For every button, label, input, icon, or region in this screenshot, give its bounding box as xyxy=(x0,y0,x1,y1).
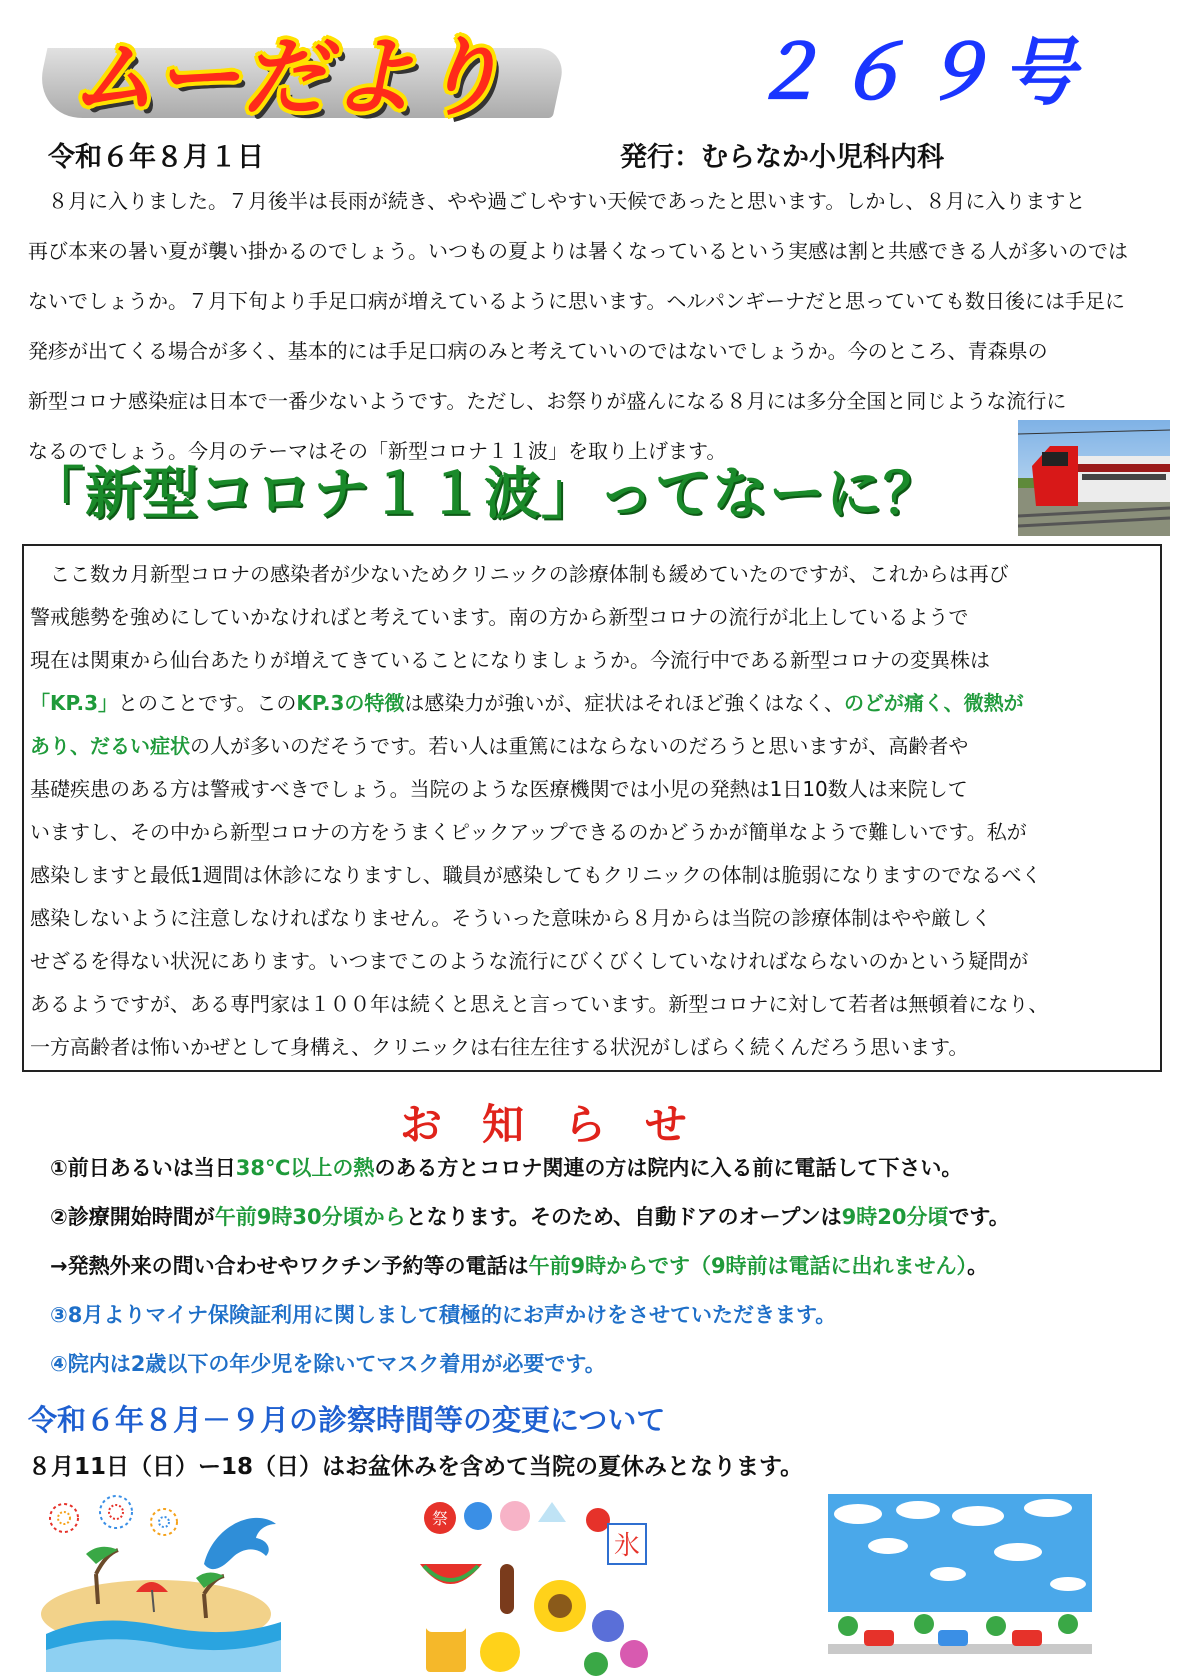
notice-text: です。 xyxy=(948,1205,1010,1229)
shaved-ice-sign: 氷 xyxy=(613,1531,641,1561)
schedule-title: 令和６年８月－９月の診察時間等の変更について xyxy=(28,1403,666,1437)
article-text: とのことです。この xyxy=(118,691,297,715)
article-line: ここ数カ月新型コロナの感染者が少ないためクリニックの診療体制も緩めていたのですが、これからは再び xyxy=(30,562,1009,586)
symptom-highlight: あり、だるい症状 xyxy=(30,734,190,758)
notices-list xyxy=(50,1148,1010,1393)
notices-title: お知らせ xyxy=(400,1100,727,1149)
schedule-text: ８月11日（日）ー18（日）はお盆休みを含めて当院の夏休みとなります。 xyxy=(28,1454,804,1480)
sunflower-icon xyxy=(534,1580,586,1632)
dolphin-icon xyxy=(204,1518,276,1569)
notice-text: ②診療開始時間が xyxy=(50,1205,215,1229)
notice-text: →発熱外来の問い合わせやワクチン予約等の電話は xyxy=(50,1254,529,1278)
festival-sign: 祭 xyxy=(431,1509,449,1528)
sky-road-cars-illustration xyxy=(828,1494,1092,1672)
article-line: 基礎疾患のある方は警戒すべきでしょう。当院のような医療機関では小児の発熱は1日10数人は来院して xyxy=(30,777,968,801)
notice-item: ④院内は2歳以下の年少児を除いてマスク着用が必要です。 xyxy=(50,1352,606,1376)
issue-number: ２６９号 xyxy=(750,30,1086,116)
notice-text: 。 xyxy=(967,1254,989,1278)
notice-highlight: 9時20分頃 xyxy=(841,1205,949,1229)
article-text: の人が多いのだそうです。若い人は重篤にはならないのだろうと思いますが、高齢者や xyxy=(190,734,969,758)
article-line: せざるを得ない状況にあります。いつまでこのような流行にびくびくしていなければならないのかという疑問が xyxy=(30,949,1029,973)
article-line: いますし、その中から新型コロナの方をうまくピックアップできるのかどうかが簡単なようで難しいです。私が xyxy=(30,820,1027,844)
beer-icon xyxy=(426,1626,466,1672)
train-photo xyxy=(1018,420,1170,536)
morning-glory-icon xyxy=(592,1610,624,1642)
firework-icon xyxy=(50,1496,177,1535)
newsletter-masthead: ムーだより xyxy=(70,28,506,128)
article-line xyxy=(30,726,1154,769)
notice-text: ①前日あるいは当日 xyxy=(50,1156,236,1180)
intro-line: なるのでしょう。今月のテーマはその「新型コロナ１１波」を取り上げます。 xyxy=(28,439,727,463)
notice-highlight: 午前9時からです（9時前は電話に出れません） xyxy=(528,1254,968,1278)
notice-item xyxy=(50,1197,1010,1246)
article-line: 一方高齢者は怖いかぜとして身構え、クリニックは右往左往する状況がしばらく続くんだろう思います。 xyxy=(30,1035,969,1059)
intro-line: ないでしょうか。７月下旬より手足口病が増えているように思います。ヘルパンギーナだと思っていても数日後には手足に xyxy=(28,289,1125,313)
article-line: 現在は関東から仙台あたりが増えてきていることになりましょうか。今流行中である新型コロナの変異株は xyxy=(30,648,990,672)
symptom-highlight: のどが痛く、微熱が xyxy=(844,691,1024,715)
summer-festival-illustration xyxy=(420,1494,650,1679)
notice-item xyxy=(50,1246,1010,1295)
notice-highlight: 38℃以上の熱 xyxy=(235,1156,375,1180)
intro-line: 新型コロナ感染症は日本で一番少ないようです。ただし、お祭りが盛んになる８月には多分全国と同じような流行に xyxy=(28,389,1067,413)
article-box xyxy=(22,544,1162,1072)
article-line: あるようですが、ある専門家は１００年は続くと思えと言っています。新型コロナに対して若者は無頓着になり、 xyxy=(30,992,1049,1016)
article-line: 感染しますと最低1週間は休診になりますし、職員が感染してもクリニックの体制は脆弱になりますのでなるべく xyxy=(30,863,1042,887)
notice-text: のある方とコロナ関連の方は院内に入る前に電話して下さい。 xyxy=(374,1156,963,1180)
notice-text: となります。そのため、自動ドアのオープンは xyxy=(405,1205,842,1229)
main-headline: 「新型コロナ１１波」ってなーに？ xyxy=(28,462,940,527)
notice-item: ③8月よりマイナ保険証利用に関しまして積極的にお声かけをさせていただきます。 xyxy=(50,1303,837,1327)
fireworks-dolphin-beach-illustration xyxy=(36,1494,286,1672)
intro-line: 発疹が出てくる場合が多く、基本的には手足口病のみと考えていいのではないでしょうか。今のところ、青森県の xyxy=(28,339,1048,363)
car-icon xyxy=(864,1630,1042,1646)
notice-item xyxy=(50,1148,1010,1197)
intro-line: ８月に入りました。７月後半は長雨が続き、やや過ごしやすい天候であったと思います。しかし、８月に入りますと xyxy=(28,189,1086,213)
variant-name: 「KP.3」 xyxy=(30,691,118,715)
article-text: は感染力が強いが、症状はそれほど強くはなく、 xyxy=(404,691,845,715)
publisher: 発行：むらなか小児科内科 xyxy=(620,142,944,173)
intro-line: 再び本来の暑い夏が襲い掛かるのでしょう。いつもの夏よりは暑くなっているという実感は割と共感できる人が多いのでは xyxy=(28,239,1128,263)
issue-date: 令和６年８月１日 xyxy=(48,142,264,173)
notice-highlight: 午前9時30分頃から xyxy=(214,1205,406,1229)
article-line xyxy=(30,683,1154,726)
intro-paragraph xyxy=(28,183,1158,483)
variant-feature: KP.3の特徴 xyxy=(296,691,405,715)
article-line: 警戒態勢を強めにしていかなければと考えています。南の方から新型コロナの流行が北上しているようで xyxy=(30,605,969,629)
article-line: 感染しないように注意しなければなりません。そういった意味から８月からは当院の診療体制はやや厳しく xyxy=(30,906,992,930)
